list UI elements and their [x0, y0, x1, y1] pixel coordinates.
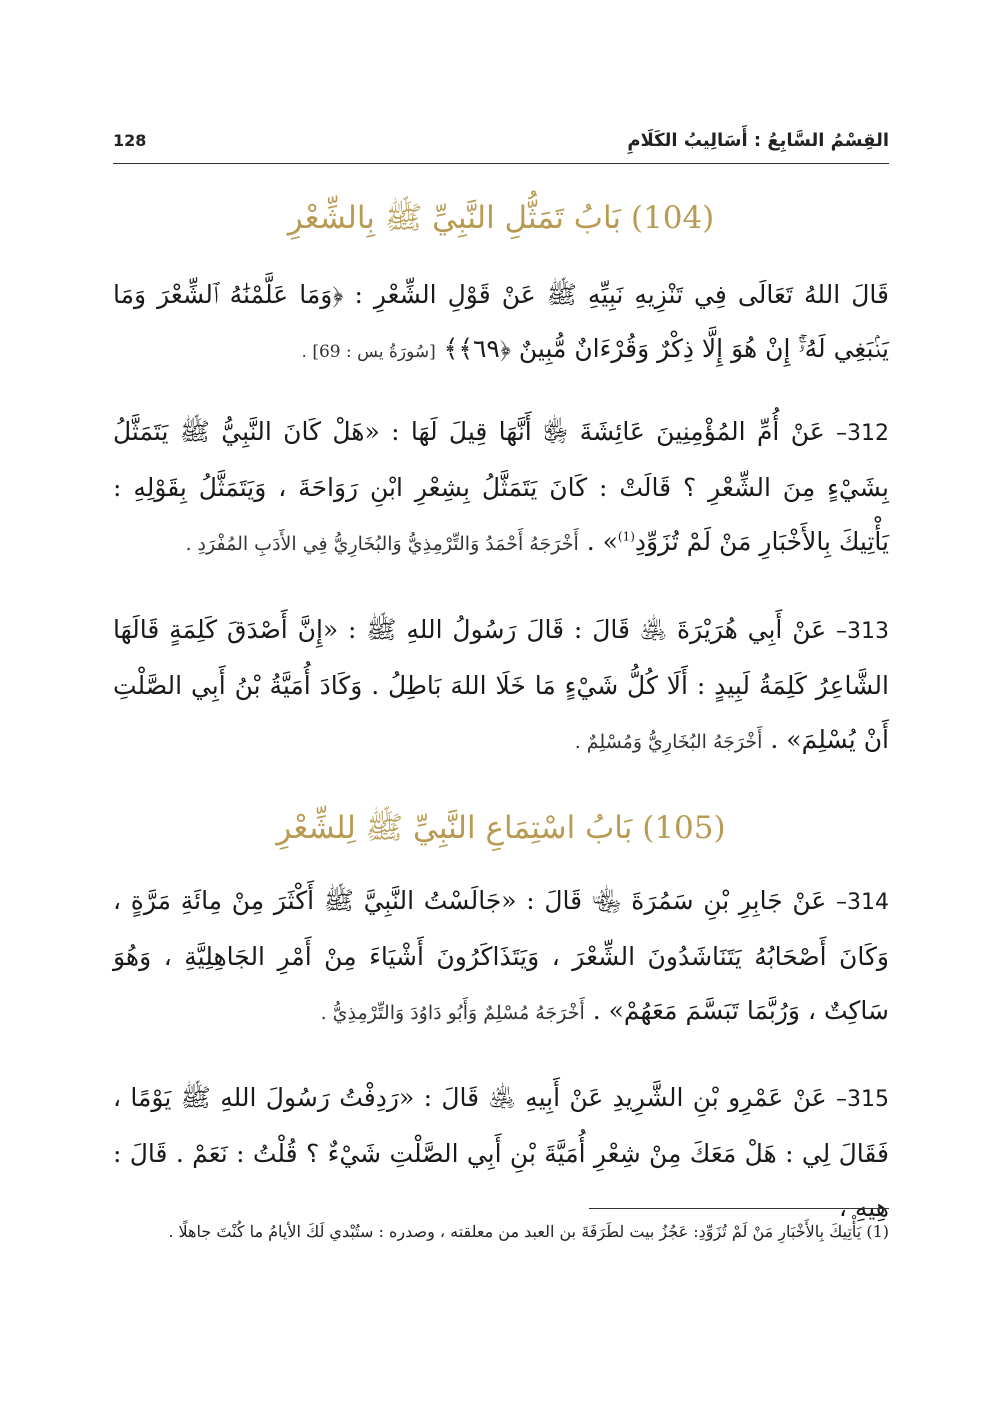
- chapter-heading-105: (105) بَابُ اسْتِمَاعِ النَّبِيِّ ﷺ لِلشِّعْرِ: [276, 810, 726, 846]
- footnote-marker: (1): [617, 529, 635, 544]
- hadith-number: 315–: [836, 1087, 889, 1112]
- hadith-315: [113, 1071, 889, 1235]
- footnote: (1) يَأْتِيكَ بِالأَخْبَارِ مَنْ لَمْ تُزَوِّدِ: عَجُزُ بيت لطَرَفَةَ بن العبد من معلقته ، وصدره : ستُبْدي لَكَ الأيامُ ما كُنْتَ جاهلًا .: [168, 1222, 889, 1241]
- hadith-313: [113, 603, 889, 769]
- running-header-title: القِسْمُ السَّابِعُ : أَسَالِيبُ الكَلَامِ: [627, 129, 889, 151]
- hadith-source: أَخْرَجَهُ أَحْمَدُ وَالتِّرْمِذِيُّ وَالبُخَارِيُّ فِي الأَدَبِ المُفْرَدِ .: [185, 533, 579, 555]
- hadith-314: [113, 874, 889, 1040]
- surah-reference: [سُورَةُ يس : 69] .: [301, 342, 436, 362]
- hadith-text: عَنْ عَمْرِو بْنِ الشَّرِيدِ عَنْ أَبِيهِ ﵁ قَالَ : «رَدِفْتُ رَسُولَ اللهِ ﷺ يَوْمًا ، فَقَالَ لِي : هَلْ مَعَكَ مِنْ شِعْرِ أُمَيَّةَ بْنِ أَبِي الصَّلْتِ شَيْءٌ ؟ قُلْتُ : نَعَمْ . قَالَ : هِيهِ ،: [113, 1083, 889, 1222]
- hadith-closing: » .: [578, 527, 618, 556]
- hadith-number: 314–: [836, 890, 889, 915]
- hadith-number: 312–: [836, 421, 889, 446]
- header-divider: [113, 163, 889, 164]
- chapter-heading-104: (104) بَابُ تَمَثُّلِ النَّبِيِّ ﷺ بِالشِّعْرِ: [287, 200, 715, 236]
- hadith-text: عَنْ أَبِي هُرَيْرَةَ ﵁ قَالَ : قَالَ رَسُولُ اللهِ ﷺ : «إِنَّ أَصْدَقَ كَلِمَةٍ قَالَهَا الشَّاعِرُ كَلِمَةُ لَبِيدٍ : أَلَا كُلُّ شَيْءٍ مَا خَلَا اللهَ بَاطِلُ . وَكَادَ أُمَيَّةُ بْنُ أَبِي الصَّلْتِ أَنْ يُسْلِمَ» .: [113, 615, 889, 754]
- hadith-source: أَخْرَجَهُ البُخَارِيُّ وَمُسْلِمٌ .: [574, 731, 763, 753]
- hadith-source: أَخْرَجَهُ مُسْلِمٌ وَأَبُو دَاوُدَ وَالتِّرْمِذِيُّ .: [320, 1002, 585, 1024]
- hadith-text: عَنْ جَابِرِ بْنِ سَمُرَةَ ﵄ قَالَ : «جَالَسْتُ النَّبِيَّ ﷺ أَكْثَرَ مِنْ مِائَةِ مَرَّةٍ ، وَكَانَ أَصْحَابُهُ يَتَنَاشَدُونَ الشِّعْرَ ، وَيَتَذَاكَرُونَ أَشْيَاءَ مِنْ أَمْرِ الجَاهِلِيَّةِ ، وَهُوَ سَاكِتٌ ، وَرُبَّمَا تَبَسَّمَ مَعَهُمْ» .: [113, 886, 889, 1025]
- page-number: 128: [113, 130, 147, 150]
- intro-paragraph: [113, 268, 889, 379]
- hadith-text: عَنْ أُمِّ المُؤْمِنِينَ عَائِشَةَ ﵂ أَنَّهَا قِيلَ لَهَا : «هَلْ كَانَ النَّبِيُّ ﷺ يَتَمَثَّلُ بِشَيْءٍ مِنَ الشِّعْرِ ؟ قَالَتْ : كَانَ يَتَمَثَّلُ بِشِعْرِ ابْنِ رَوَاحَةَ ، وَيَتَمَثَّلُ بِقَوْلِهِ : يَأْتِيكَ بِالأَخْبَارِ مَنْ لَمْ تُزَوِّدِ: [113, 417, 889, 556]
- hadith-312: [113, 405, 889, 571]
- running-header: [113, 120, 889, 160]
- quran-verse-text: قَالَ اللهُ تَعَالَى فِي تَنْزِيهِ نَبِيِّهِ ﷺ عَنْ قَوْلِ الشِّعْرِ : ﴿وَمَا عَلَّمْنَٰهُ ٱلشِّعْرَ وَمَا يَنۢبَغِي لَهُۥٓۚ إِنْ هُوَ إِلَّا ذِكْرٌ وَقُرْءَانٌ مُّبِينٌ ﴿٦٩﴾﴾: [113, 280, 889, 363]
- hadith-number: 313–: [836, 619, 889, 644]
- footnote-divider: [589, 1208, 889, 1209]
